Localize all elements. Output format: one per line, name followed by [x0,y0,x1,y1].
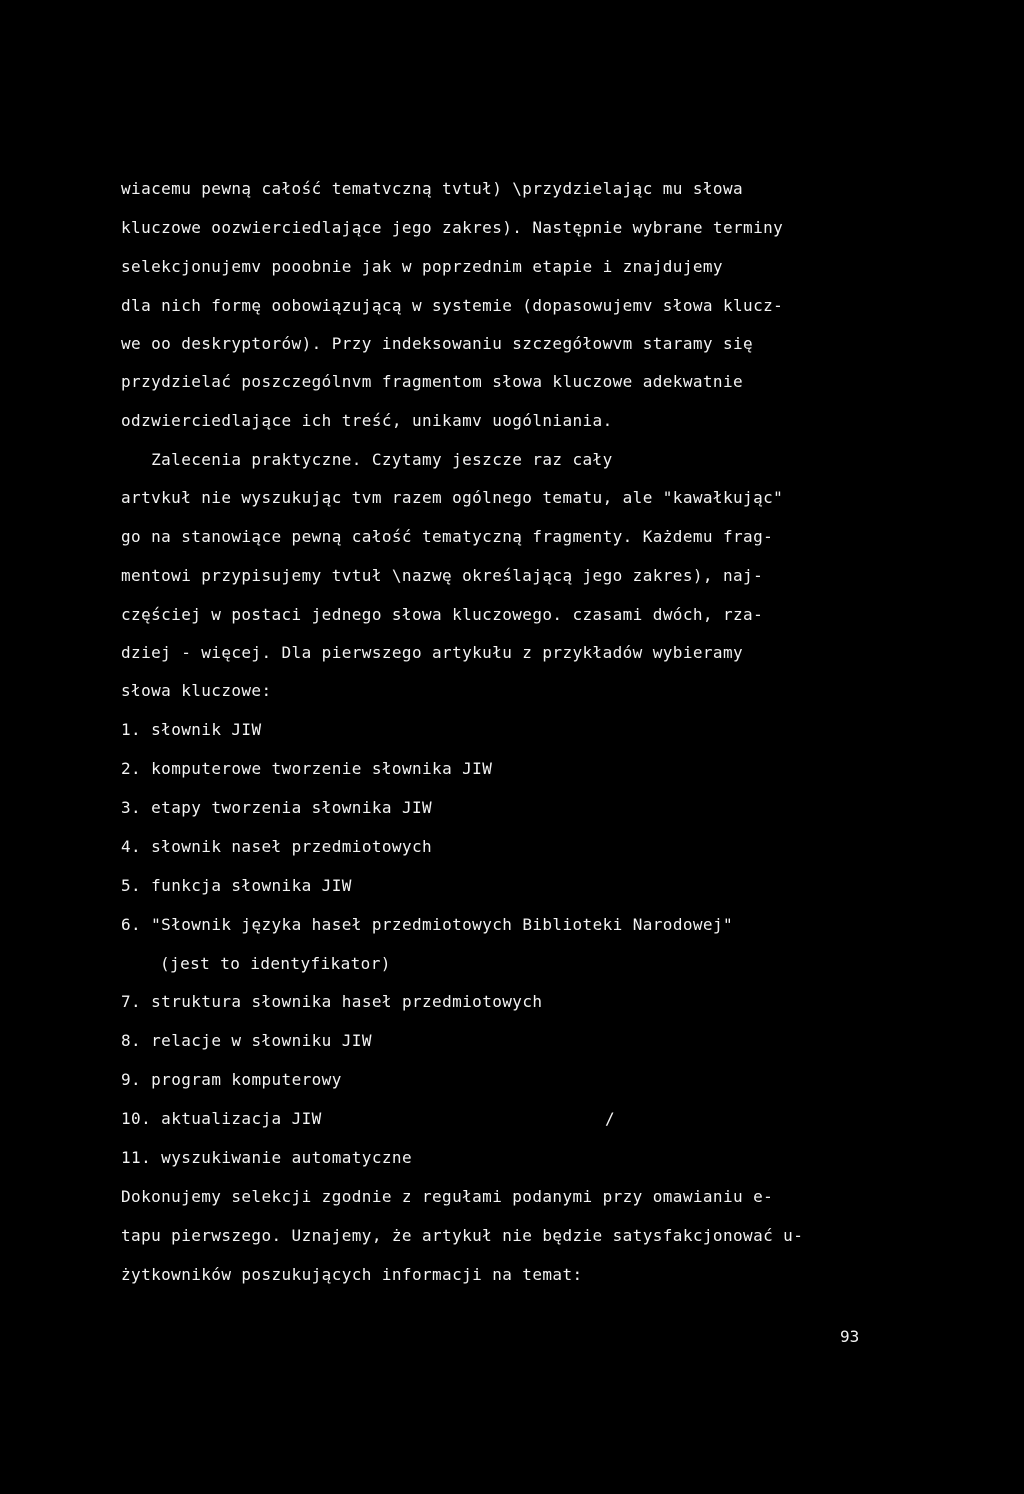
text-line: mentowi przypisujemy tvtuł \nazwę określającą jego zakres), naj- [121,566,764,585]
text-line: dziej - więcej. Dla pierwszego artykułu z przykładów wybieramy [121,643,744,662]
keyword-list-item [121,1109,322,1129]
keyword-text: struktura słownika haseł przedmiotowych [151,992,543,1011]
keyword-number: 9. [121,1070,142,1089]
text-line: przydzielać poszczególnvm fragmentom słowa kluczowe adekwatnie [121,372,744,391]
keyword-text: słownik naseł przedmiotowych [151,837,433,856]
keyword-number: 10. [121,1109,152,1128]
keyword-text: aktualizacja JIW [161,1109,322,1128]
keyword-list-item [121,1031,372,1051]
page-number: 93 [840,1327,860,1346]
keyword-list-item [121,1070,342,1090]
keyword-number: 3. [121,798,142,817]
text-line: go na stanowiące pewną całość tematyczną fragmenty. Każdemu frag- [121,527,774,546]
text-line: Dokonujemy selekcji zgodnie z regułami podanymi przy omawianiu e- [121,1187,774,1206]
keyword-number: 8. [121,1031,142,1050]
text-line: słowa kluczowe: [121,681,272,700]
keyword-list-item [121,1148,412,1168]
keyword-text: komputerowe tworzenie słownika JIW [151,759,493,778]
text-line: częściej w postaci jednego słowa kluczowego. czasami dwóch, rza- [121,605,764,624]
text-line: wiacemu pewną całość tematvczną tvtuł) \przydzielając mu słowa [121,179,744,198]
keyword-list-item [121,720,262,740]
keyword-text: relacje w słowniku JIW [151,1031,372,1050]
keyword-list-item [121,759,492,779]
text-line: we oo deskryptorów). Przy indeksowaniu szczegółowvm staramy się [121,334,754,353]
keyword-list-item [160,954,391,974]
keyword-text: funkcja słownika JIW [151,876,352,895]
keyword-number: 6. [121,915,142,934]
text-line: odzwierciedlające ich treść, unikamv uogólniania. [121,411,613,430]
text-line: tapu pierwszego. Uznajemy, że artykuł nie będzie satysfakcjonować u- [121,1226,804,1245]
keyword-number: 7. [121,992,142,1011]
keyword-number: 11. [121,1148,152,1167]
keyword-number: 1. [121,720,142,739]
text-line: selekcjonujemv pooobnie jak w poprzednim etapie i znajdujemy [121,257,723,276]
keyword-text: "Słownik języka haseł przedmiotowych Biblioteki Narodowej" [151,915,734,934]
keyword-list-item [121,876,352,896]
keyword-list-item [121,837,432,857]
text-line: kluczowe oozwierciedlające jego zakres). Następnie wybrane terminy [121,218,784,237]
text-line: dla nich formę oobowiązującą w systemie (dopasowujemv słowa klucz- [121,296,784,315]
keyword-text: wyszukiwanie automatyczne [161,1148,412,1167]
keyword-number: 2. [121,759,142,778]
keyword-list-item [121,915,733,935]
keyword-text: słownik JIW [151,720,262,739]
text-line: Zalecenia praktyczne. Czytamy jeszcze raz cały [121,450,613,469]
keyword-list-item [121,798,432,818]
keyword-text: etapy tworzenia słownika JIW [151,798,433,817]
stray-mark: / [605,1109,616,1128]
keyword-number: 4. [121,837,142,856]
text-line: żytkowników poszukujących informacji na temat: [121,1265,583,1284]
keyword-list-item [121,992,542,1012]
keyword-text: (jest to identyfikator) [160,954,391,973]
keyword-number: 5. [121,876,142,895]
keyword-text: program komputerowy [151,1070,342,1089]
text-line: artvkuł nie wyszukując tvm razem ogólnego tematu, ale "kawałkując" [121,488,784,507]
